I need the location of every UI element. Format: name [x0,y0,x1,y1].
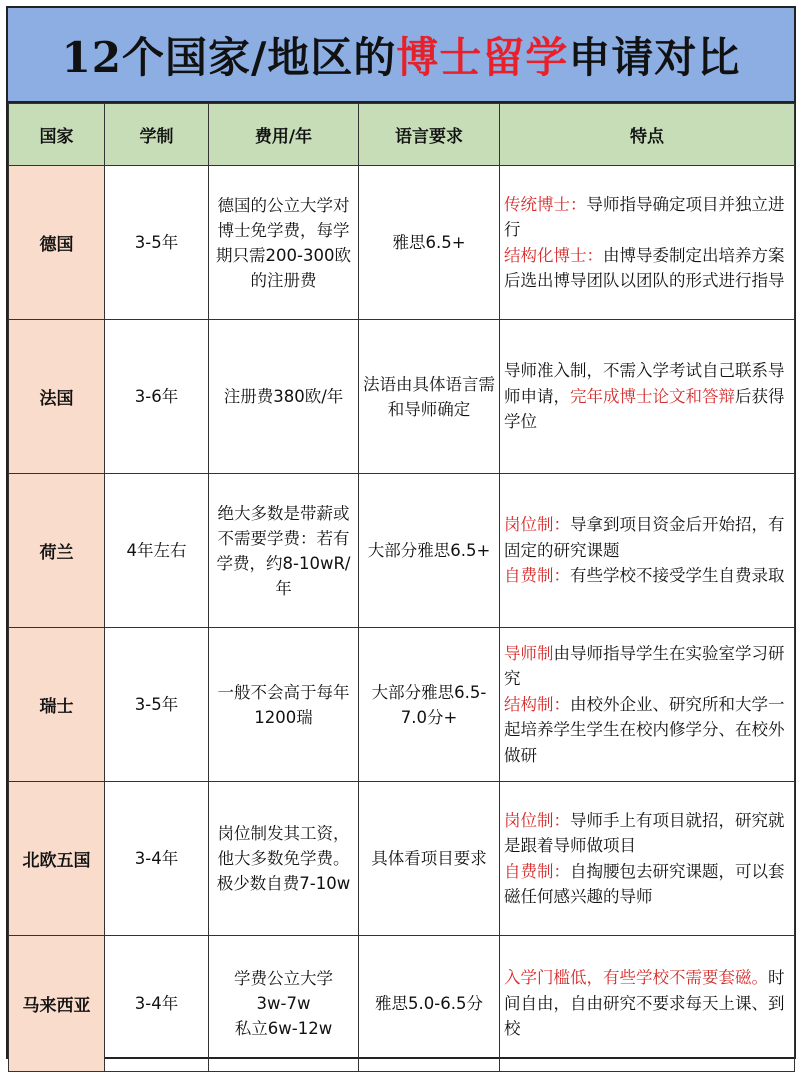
language-cell: 法语由具体语言需和导师确定 [359,320,500,474]
country-cell: 德国 [9,166,105,320]
header-row [9,104,795,166]
duration-cell: 3-5年 [105,166,209,320]
table-row [9,628,795,782]
duration-cell: 3-6年 [105,320,209,474]
language-cell: 雅思6.5+ [359,166,500,320]
table-row [9,474,795,628]
country-cell: 瑞士 [9,628,105,782]
country-cell: 马来西亚 [9,936,105,1072]
fee-cell: 岗位制发其工资，他大多数免学费。极少数自费7-10w [209,782,359,936]
duration-cell: 3-5年 [105,628,209,782]
features-cell: 导师准入制，不需入学考试自己联系导师申请，完年成博士论文和答辩后获得学位 [500,320,795,474]
language-cell: 大部分雅思6.5-7.0分+ [359,628,500,782]
page-title: 12个国家/地区的博士留学申请对比 [61,32,741,82]
table-row [9,782,795,936]
table-row [9,320,795,474]
fee-cell: 绝大多数是带薪或不需要学费：若有学费，约8-10wR/年 [209,474,359,628]
country-cell: 荷兰 [9,474,105,628]
features-cell: 岗位制：导拿到项目资金后开始招，有固定的研究课题 自费制：有些学校不接受学生自费录取 [500,474,795,628]
duration-cell: 3-4年 [105,936,209,1072]
header-fee: 费用/年 [209,104,359,166]
language-cell: 大部分雅思6.5+ [359,474,500,628]
comparison-sheet [6,6,796,1059]
table-row [9,166,795,320]
country-cell: 北欧五国 [9,782,105,936]
duration-cell: 3-4年 [105,782,209,936]
language-cell: 雅思5.0-6.5分 [359,936,500,1072]
features-cell: 入学门槛低，有些学校不需要套磁。时间自由，自由研究不要求每天上课、到校 [500,936,795,1072]
features-cell: 传统博士：导师指导确定项目并独立进行 结构化博士：由博导委制定出培养方案后选出博导团队以团队的形式进行指导 [500,166,795,320]
duration-cell: 4年左右 [105,474,209,628]
language-cell: 具体看项目要求 [359,782,500,936]
country-cell: 法国 [9,320,105,474]
fee-cell: 注册费380欧/年 [209,320,359,474]
header-country: 国家 [9,104,105,166]
features-cell: 岗位制：导师手上有项目就招，研究就是跟着导师做项目 自费制：自掏腰包去研究课题，可以套磁任何感兴趣的导师 [500,782,795,936]
table-row [9,936,795,1072]
fee-cell: 德国的公立大学对博士免学费，每学期只需200-300欧的注册费 [209,166,359,320]
header-duration: 学制 [105,104,209,166]
header-features: 特点 [500,104,795,166]
title-highlight: 博士留学 [396,32,569,82]
title-banner [8,8,794,103]
comparison-table [8,103,795,1072]
fee-cell: 学费公立大学 3w-7w 私立6w-12w [209,936,359,1072]
features-cell: 导师制由导师指导学生在实验室学习研究 结构制：由校外企业、研究所和大学一起培养学生学生在校内修学分、在校外做研 [500,628,795,782]
fee-cell: 一般不会高于每年1200瑞 [209,628,359,782]
header-language: 语言要求 [359,104,500,166]
